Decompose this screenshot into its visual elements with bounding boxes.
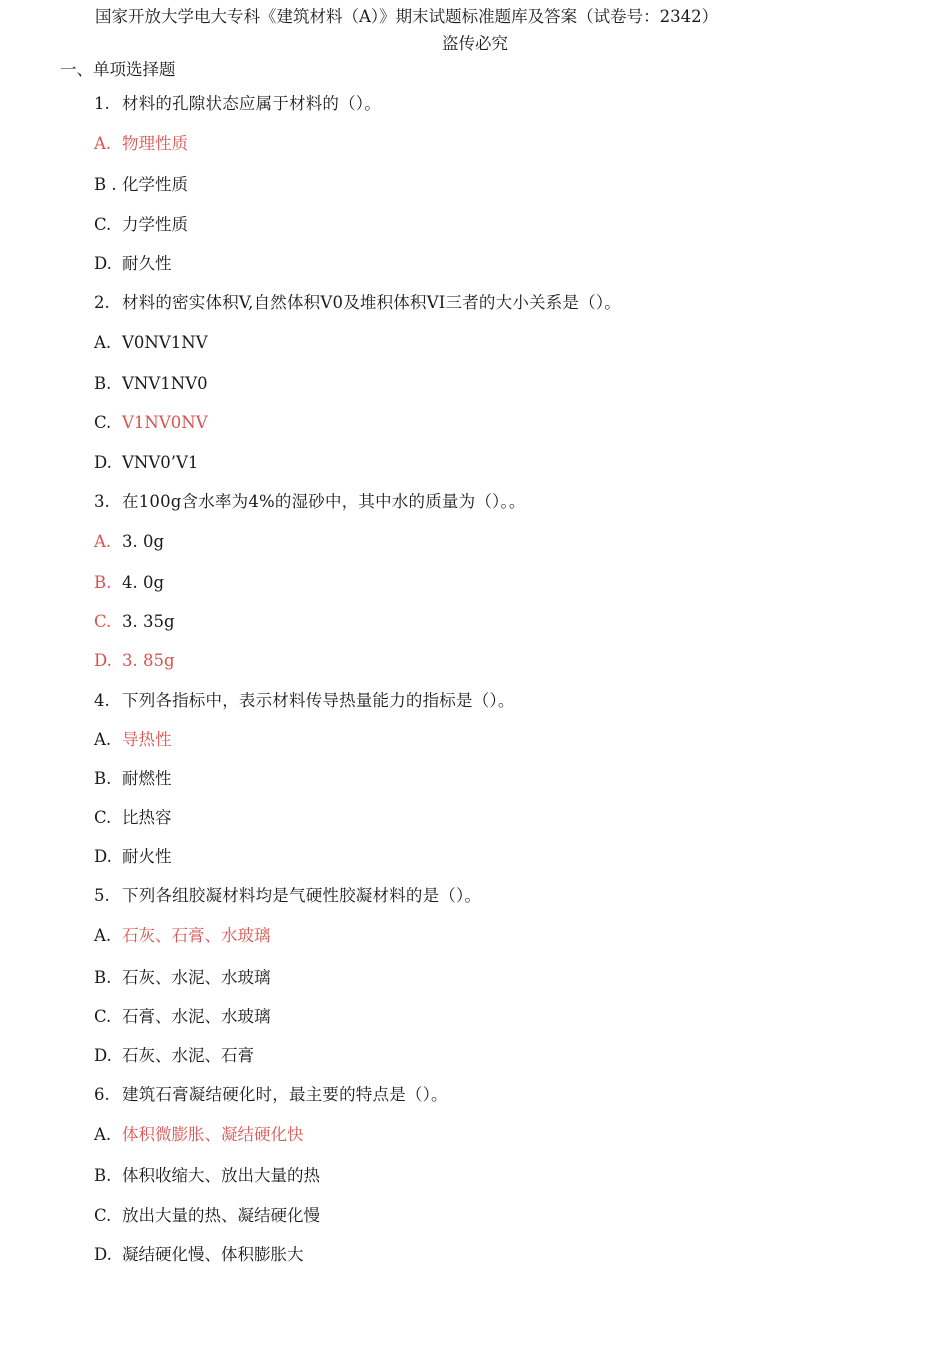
option-text: 耐久性 (122, 254, 172, 273)
question-text: 材料的孔隙状态应属于材料的（）。 (122, 94, 381, 113)
option-text: 石灰、石膏、水玻璃 (122, 926, 271, 945)
option (94, 531, 164, 553)
option (94, 214, 188, 236)
option-marker: C. (94, 413, 112, 432)
option-text: 3. 35g (122, 612, 175, 631)
section-heading: 一、单项选择题 (60, 60, 176, 79)
option-text: 物理性质 (122, 134, 188, 153)
option-marker: C. (94, 808, 112, 827)
option (94, 925, 271, 947)
option-marker: D. (94, 453, 112, 472)
question-number: 2. (94, 293, 110, 312)
option-text: VNV0’V1 (122, 453, 199, 472)
option (94, 1205, 320, 1227)
question-stem (94, 292, 621, 314)
option-text: 凝结硬化慢、体积膨胀大 (122, 1245, 304, 1264)
option-marker: A. (94, 333, 112, 352)
question-stem (94, 1084, 448, 1106)
option (94, 1165, 320, 1187)
question-number: 5. (94, 886, 110, 905)
option (94, 253, 172, 275)
option (94, 1124, 304, 1146)
question-stem (94, 93, 381, 115)
option-text: 体积收缩大、放出大量的热 (122, 1166, 320, 1185)
option (94, 1006, 271, 1028)
option-marker: D. (94, 1046, 112, 1065)
option-marker: A. (94, 532, 112, 551)
option-marker: A. (94, 926, 112, 945)
option-marker: A. (94, 730, 112, 749)
question-text: 下列各指标中，表示材料传导热量能力的指标是（）。 (122, 691, 515, 710)
option-text: 比热容 (122, 808, 172, 827)
document-title: 国家开放大学电大专科《建筑材料（A）》期末试题标准题库及答案（试卷号：2342） (95, 7, 719, 26)
option-marker: D. (94, 1245, 112, 1264)
option-marker: D. (94, 847, 112, 866)
option-text: 4. 0g (122, 573, 165, 592)
option-text: 3. 85g (122, 651, 175, 670)
question-stem (94, 690, 515, 712)
option-marker: B . (94, 175, 117, 194)
option (94, 967, 271, 989)
option (94, 846, 172, 868)
option (94, 572, 164, 594)
option (94, 412, 208, 434)
option-marker: C. (94, 1206, 112, 1225)
question-number: 1. (94, 94, 110, 113)
question-number: 4. (94, 691, 110, 710)
option-marker: C. (94, 215, 112, 234)
option-text: 石灰、水泥、水玻璃 (122, 968, 271, 987)
option-text: 体积微膨胀、凝结硬化快 (122, 1125, 304, 1144)
copyright-notice: 盗传必究 (442, 34, 508, 53)
option (94, 729, 172, 751)
option (94, 611, 175, 633)
option-marker: B. (94, 1166, 112, 1185)
option (94, 1244, 304, 1266)
option-marker: D. (94, 651, 112, 670)
option-marker: B. (94, 374, 112, 393)
option (94, 332, 208, 354)
option (94, 650, 175, 672)
question-text: 下列各组胶凝材料均是气硬性胶凝材料的是（）。 (122, 886, 482, 905)
option-marker: B. (94, 769, 112, 788)
option (94, 452, 198, 474)
question-text: 在100g含水率为4%的湿砂中，其中水的质量为（）。。 (122, 492, 526, 511)
option-text: 力学性质 (122, 215, 188, 234)
question-text: 建筑石膏凝结硬化时，最主要的特点是（）。 (122, 1085, 448, 1104)
option-text: 耐燃性 (122, 769, 172, 788)
option-marker: C. (94, 1007, 112, 1026)
option-marker: C. (94, 612, 112, 631)
option-text: 耐火性 (122, 847, 172, 866)
question-number: 6. (94, 1085, 110, 1104)
option-text: V1NV0NV (122, 413, 208, 432)
option (94, 1045, 254, 1067)
option-text: 石膏、水泥、水玻璃 (122, 1007, 271, 1026)
option (94, 133, 188, 155)
option-text: 化学性质 (122, 175, 188, 194)
question-stem (94, 491, 526, 513)
option-marker: A. (94, 1125, 112, 1144)
question-text: 材料的密实体积V,自然体积V0及堆积体积VI三者的大小关系是（）。 (122, 293, 621, 312)
option (94, 373, 208, 395)
option (94, 768, 172, 790)
option (94, 807, 172, 829)
option-marker: D. (94, 254, 112, 273)
option (94, 174, 188, 196)
option-text: VNV1NV0 (122, 374, 208, 393)
option-marker: B. (94, 968, 112, 987)
option-text: V0NV1NV (122, 333, 208, 352)
option-marker: A. (94, 134, 112, 153)
option-text: 石灰、水泥、石膏 (122, 1046, 254, 1065)
option-text: 放出大量的热、凝结硬化慢 (122, 1206, 320, 1225)
question-number: 3. (94, 492, 110, 511)
question-stem (94, 885, 481, 907)
option-marker: B. (94, 573, 112, 592)
option-text: 导热性 (122, 730, 172, 749)
option-text: 3. 0g (122, 532, 165, 551)
